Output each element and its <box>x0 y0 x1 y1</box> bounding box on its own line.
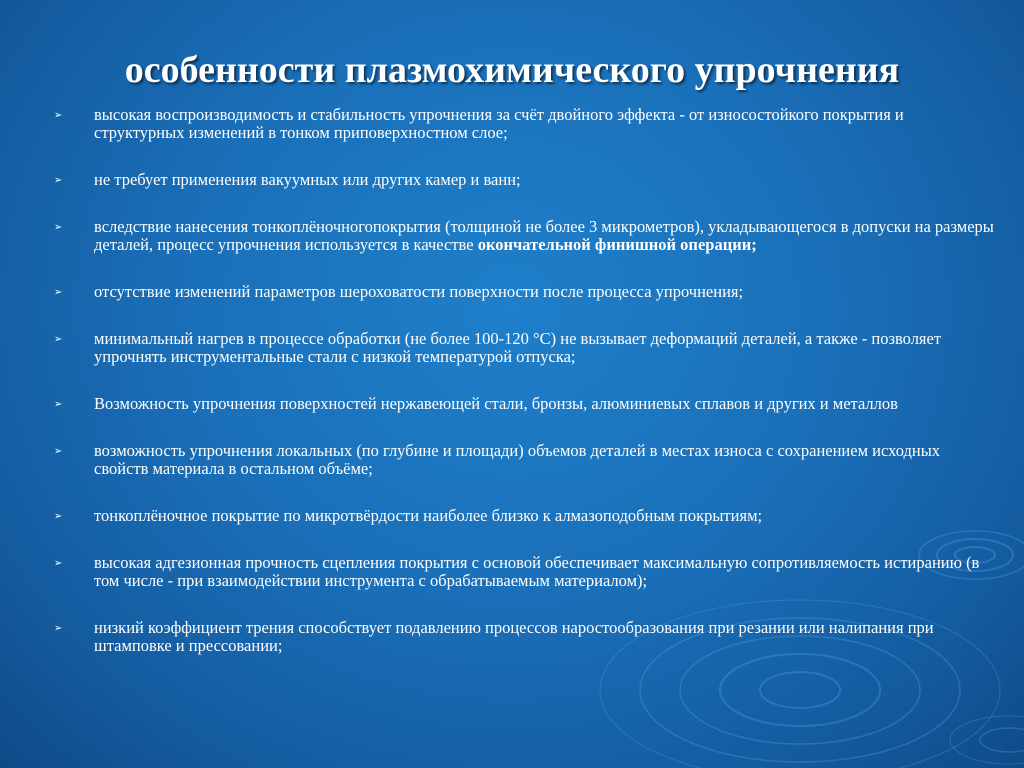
bullet-text: отсутствие изменений параметров шероховатости поверхности после процесса упрочнения; <box>94 282 744 301</box>
arrow-bullet-icon: ➢ <box>54 558 63 569</box>
bullet-text: Возможность упрочнения поверхностей нержавеющей стали, бронзы, алюминиевых сплавов и других и металлов <box>94 394 898 413</box>
bullet-text: тонкоплёночное покрытие по микротвёрдости наиболее близко к алмазоподобным покрытиям; <box>94 506 763 525</box>
arrow-bullet-icon: ➢ <box>54 110 63 121</box>
arrow-bullet-icon: ➢ <box>54 287 63 298</box>
bullet-item <box>54 442 994 478</box>
bullet-item <box>54 395 994 413</box>
slide-title: особенности плазмохимического упрочнения <box>124 49 900 91</box>
arrow-bullet-icon: ➢ <box>54 446 63 457</box>
arrow-bullet-icon: ➢ <box>54 175 63 186</box>
bullet-text: возможность упрочнения локальных (по глубине и площади) объемов деталей в местах износа с сохранением исходных свойств материала в остальном объёме; <box>94 441 941 478</box>
bullet-item <box>54 507 994 525</box>
bullet-text: высокая адгезионная прочность сцепления покрытия с основой обеспечивает максимальную сопротивляемость истиранию (в том числе - при взаимодействии инструмента с обрабатываемым материалом); <box>94 553 980 590</box>
arrow-bullet-icon: ➢ <box>54 334 63 345</box>
arrow-bullet-icon: ➢ <box>54 511 63 522</box>
arrow-bullet-icon: ➢ <box>54 222 63 233</box>
bullet-item <box>54 330 994 366</box>
bullet-text: минимальный нагрев в процессе обработки (не более 100-120 °С) не вызывает деформаций деталей, а также - позволяет упрочнять инструментальные стали с низкой температурой отпуска; <box>94 329 942 366</box>
arrow-bullet-icon: ➢ <box>54 399 63 410</box>
bullet-item <box>54 283 994 301</box>
bullet-text: вследствие нанесения тонкоплёночногопокрытия (толщиной не более 3 микрометров), укладывающегося в допуски на размеры деталей, процесс упрочнения используется в качестве <box>94 217 994 254</box>
bullet-item <box>54 619 994 655</box>
bullet-text: высокая воспроизводимость и стабильность упрочнения за счёт двойного эффекта - от износостойкого покрытия и структурных изменений в тонком приповерхностном слое; <box>94 105 904 142</box>
bullet-text: низкий коэффициент трения способствует подавлению процессов наростообразования при резании или налипания при штамповке и прессовании; <box>94 618 934 655</box>
bullet-list <box>54 106 994 684</box>
bullet-item <box>54 171 994 189</box>
arrow-bullet-icon: ➢ <box>54 623 63 634</box>
bullet-bold-text: окончательной финишной операции; <box>477 235 757 254</box>
bullet-text: не требует применения вакуумных или других камер и ванн; <box>94 170 521 189</box>
bullet-item <box>54 218 994 254</box>
bullet-item <box>54 106 994 142</box>
bullet-item <box>54 554 994 590</box>
